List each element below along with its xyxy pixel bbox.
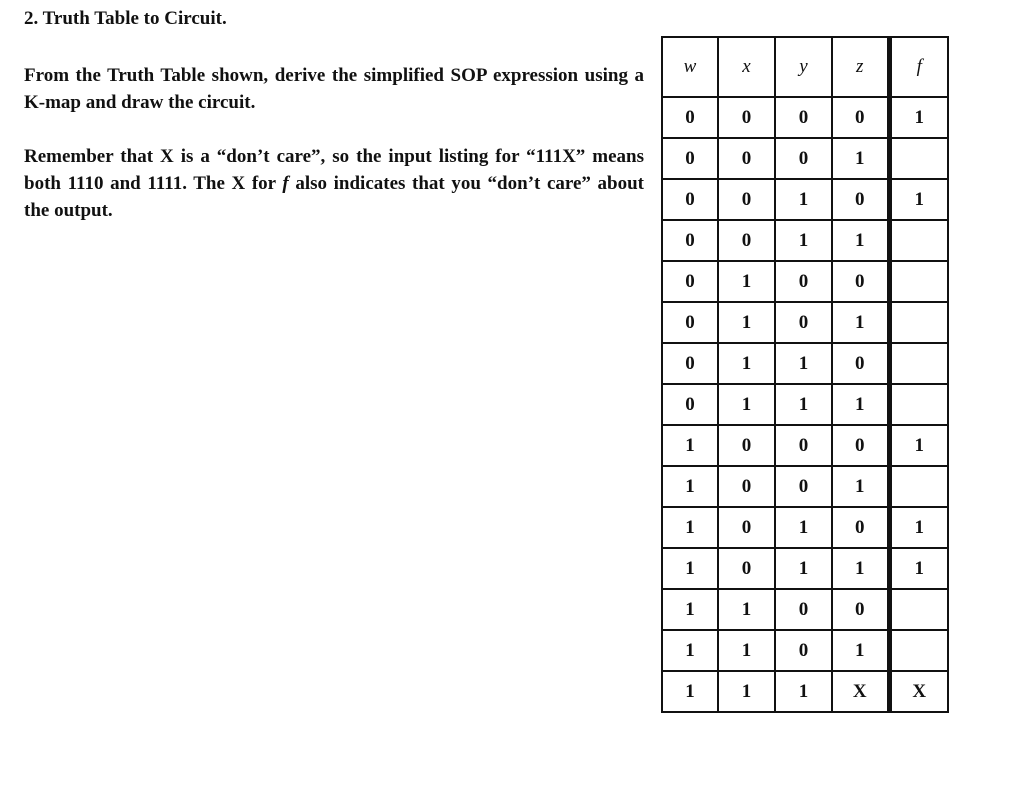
cell-w: 0 (662, 261, 718, 302)
cell-z: 1 (832, 466, 889, 507)
cell-w: 0 (662, 220, 718, 261)
cell-w: 0 (662, 138, 718, 179)
header-y: y (775, 37, 832, 97)
cell-x: 1 (718, 630, 775, 671)
cell-w: 0 (662, 302, 718, 343)
table-row (662, 179, 948, 220)
cell-x: 1 (718, 343, 775, 384)
cell-w: 1 (662, 589, 718, 630)
cell-x: 0 (718, 548, 775, 589)
truth-table (661, 36, 949, 713)
cell-z: 0 (832, 589, 889, 630)
cell-y: 1 (775, 179, 832, 220)
cell-f: 1 (889, 97, 948, 138)
cell-z: 0 (832, 179, 889, 220)
f-symbol: f (282, 173, 289, 194)
cell-f (889, 261, 948, 302)
cell-y: 0 (775, 466, 832, 507)
cell-y: 0 (775, 425, 832, 466)
cell-z: 1 (832, 302, 889, 343)
cell-x: 0 (718, 97, 775, 138)
cell-w: 0 (662, 97, 718, 138)
table-row (662, 507, 948, 548)
cell-y: 1 (775, 343, 832, 384)
cell-x: 1 (718, 384, 775, 425)
cell-y: 1 (775, 548, 832, 589)
cell-y: 0 (775, 630, 832, 671)
cell-f (889, 220, 948, 261)
dont-care-note-part1: Remember that X is a “don’t care”, so the input listing for “111X” means both 1110 and 1111. The X for (24, 146, 644, 194)
table-row (662, 220, 948, 261)
cell-x: 0 (718, 425, 775, 466)
cell-w: 0 (662, 179, 718, 220)
cell-w: 1 (662, 425, 718, 466)
truth-table-header-row (662, 37, 948, 97)
cell-z: 1 (832, 630, 889, 671)
cell-z: 0 (832, 261, 889, 302)
cell-x: 0 (718, 220, 775, 261)
cell-x: 1 (718, 671, 775, 712)
cell-y: 0 (775, 302, 832, 343)
table-row (662, 97, 948, 138)
cell-y: 0 (775, 589, 832, 630)
table-row (662, 630, 948, 671)
cell-f (889, 589, 948, 630)
cell-f: 1 (889, 507, 948, 548)
cell-w: 1 (662, 630, 718, 671)
cell-x: 0 (718, 179, 775, 220)
cell-f: 1 (889, 179, 948, 220)
header-x: x (718, 37, 775, 97)
cell-y: 1 (775, 220, 832, 261)
table-row (662, 589, 948, 630)
cell-w: 0 (662, 384, 718, 425)
header-w: w (662, 37, 718, 97)
dont-care-note (24, 143, 644, 224)
cell-y: 1 (775, 671, 832, 712)
cell-y: 0 (775, 261, 832, 302)
page-title: 2. Truth Table to Circuit. (24, 8, 227, 29)
cell-w: 1 (662, 507, 718, 548)
cell-f (889, 466, 948, 507)
cell-f (889, 138, 948, 179)
table-row (662, 548, 948, 589)
cell-y: 1 (775, 507, 832, 548)
cell-x: 0 (718, 138, 775, 179)
cell-x: 0 (718, 466, 775, 507)
cell-x: 0 (718, 507, 775, 548)
cell-y: 0 (775, 97, 832, 138)
cell-y: 0 (775, 138, 832, 179)
table-row (662, 671, 948, 712)
cell-z: 0 (832, 425, 889, 466)
cell-z: 0 (832, 97, 889, 138)
table-row (662, 384, 948, 425)
cell-z: 1 (832, 220, 889, 261)
table-row (662, 466, 948, 507)
header-z: z (832, 37, 889, 97)
cell-f (889, 302, 948, 343)
table-row (662, 302, 948, 343)
cell-f (889, 630, 948, 671)
cell-x: 1 (718, 302, 775, 343)
cell-f: 1 (889, 548, 948, 589)
cell-z: 0 (832, 343, 889, 384)
cell-z: X (832, 671, 889, 712)
truth-table-body (662, 97, 948, 712)
cell-z: 0 (832, 507, 889, 548)
header-f: f (889, 37, 948, 97)
cell-w: 1 (662, 671, 718, 712)
cell-z: 1 (832, 548, 889, 589)
dont-care-note-part2: also indicates that you “don’t care” about the output. (24, 173, 644, 221)
cell-x: 1 (718, 261, 775, 302)
cell-f: 1 (889, 425, 948, 466)
cell-w: 0 (662, 343, 718, 384)
cell-f (889, 384, 948, 425)
table-row (662, 343, 948, 384)
table-row (662, 138, 948, 179)
cell-f (889, 343, 948, 384)
table-row (662, 261, 948, 302)
cell-z: 1 (832, 138, 889, 179)
cell-w: 1 (662, 466, 718, 507)
cell-w: 1 (662, 548, 718, 589)
cell-f: X (889, 671, 948, 712)
table-row (662, 425, 948, 466)
cell-z: 1 (832, 384, 889, 425)
cell-x: 1 (718, 589, 775, 630)
instruction-paragraph: From the Truth Table shown, derive the simplified SOP expression using a K-map and draw the circuit. (24, 65, 644, 113)
cell-y: 1 (775, 384, 832, 425)
